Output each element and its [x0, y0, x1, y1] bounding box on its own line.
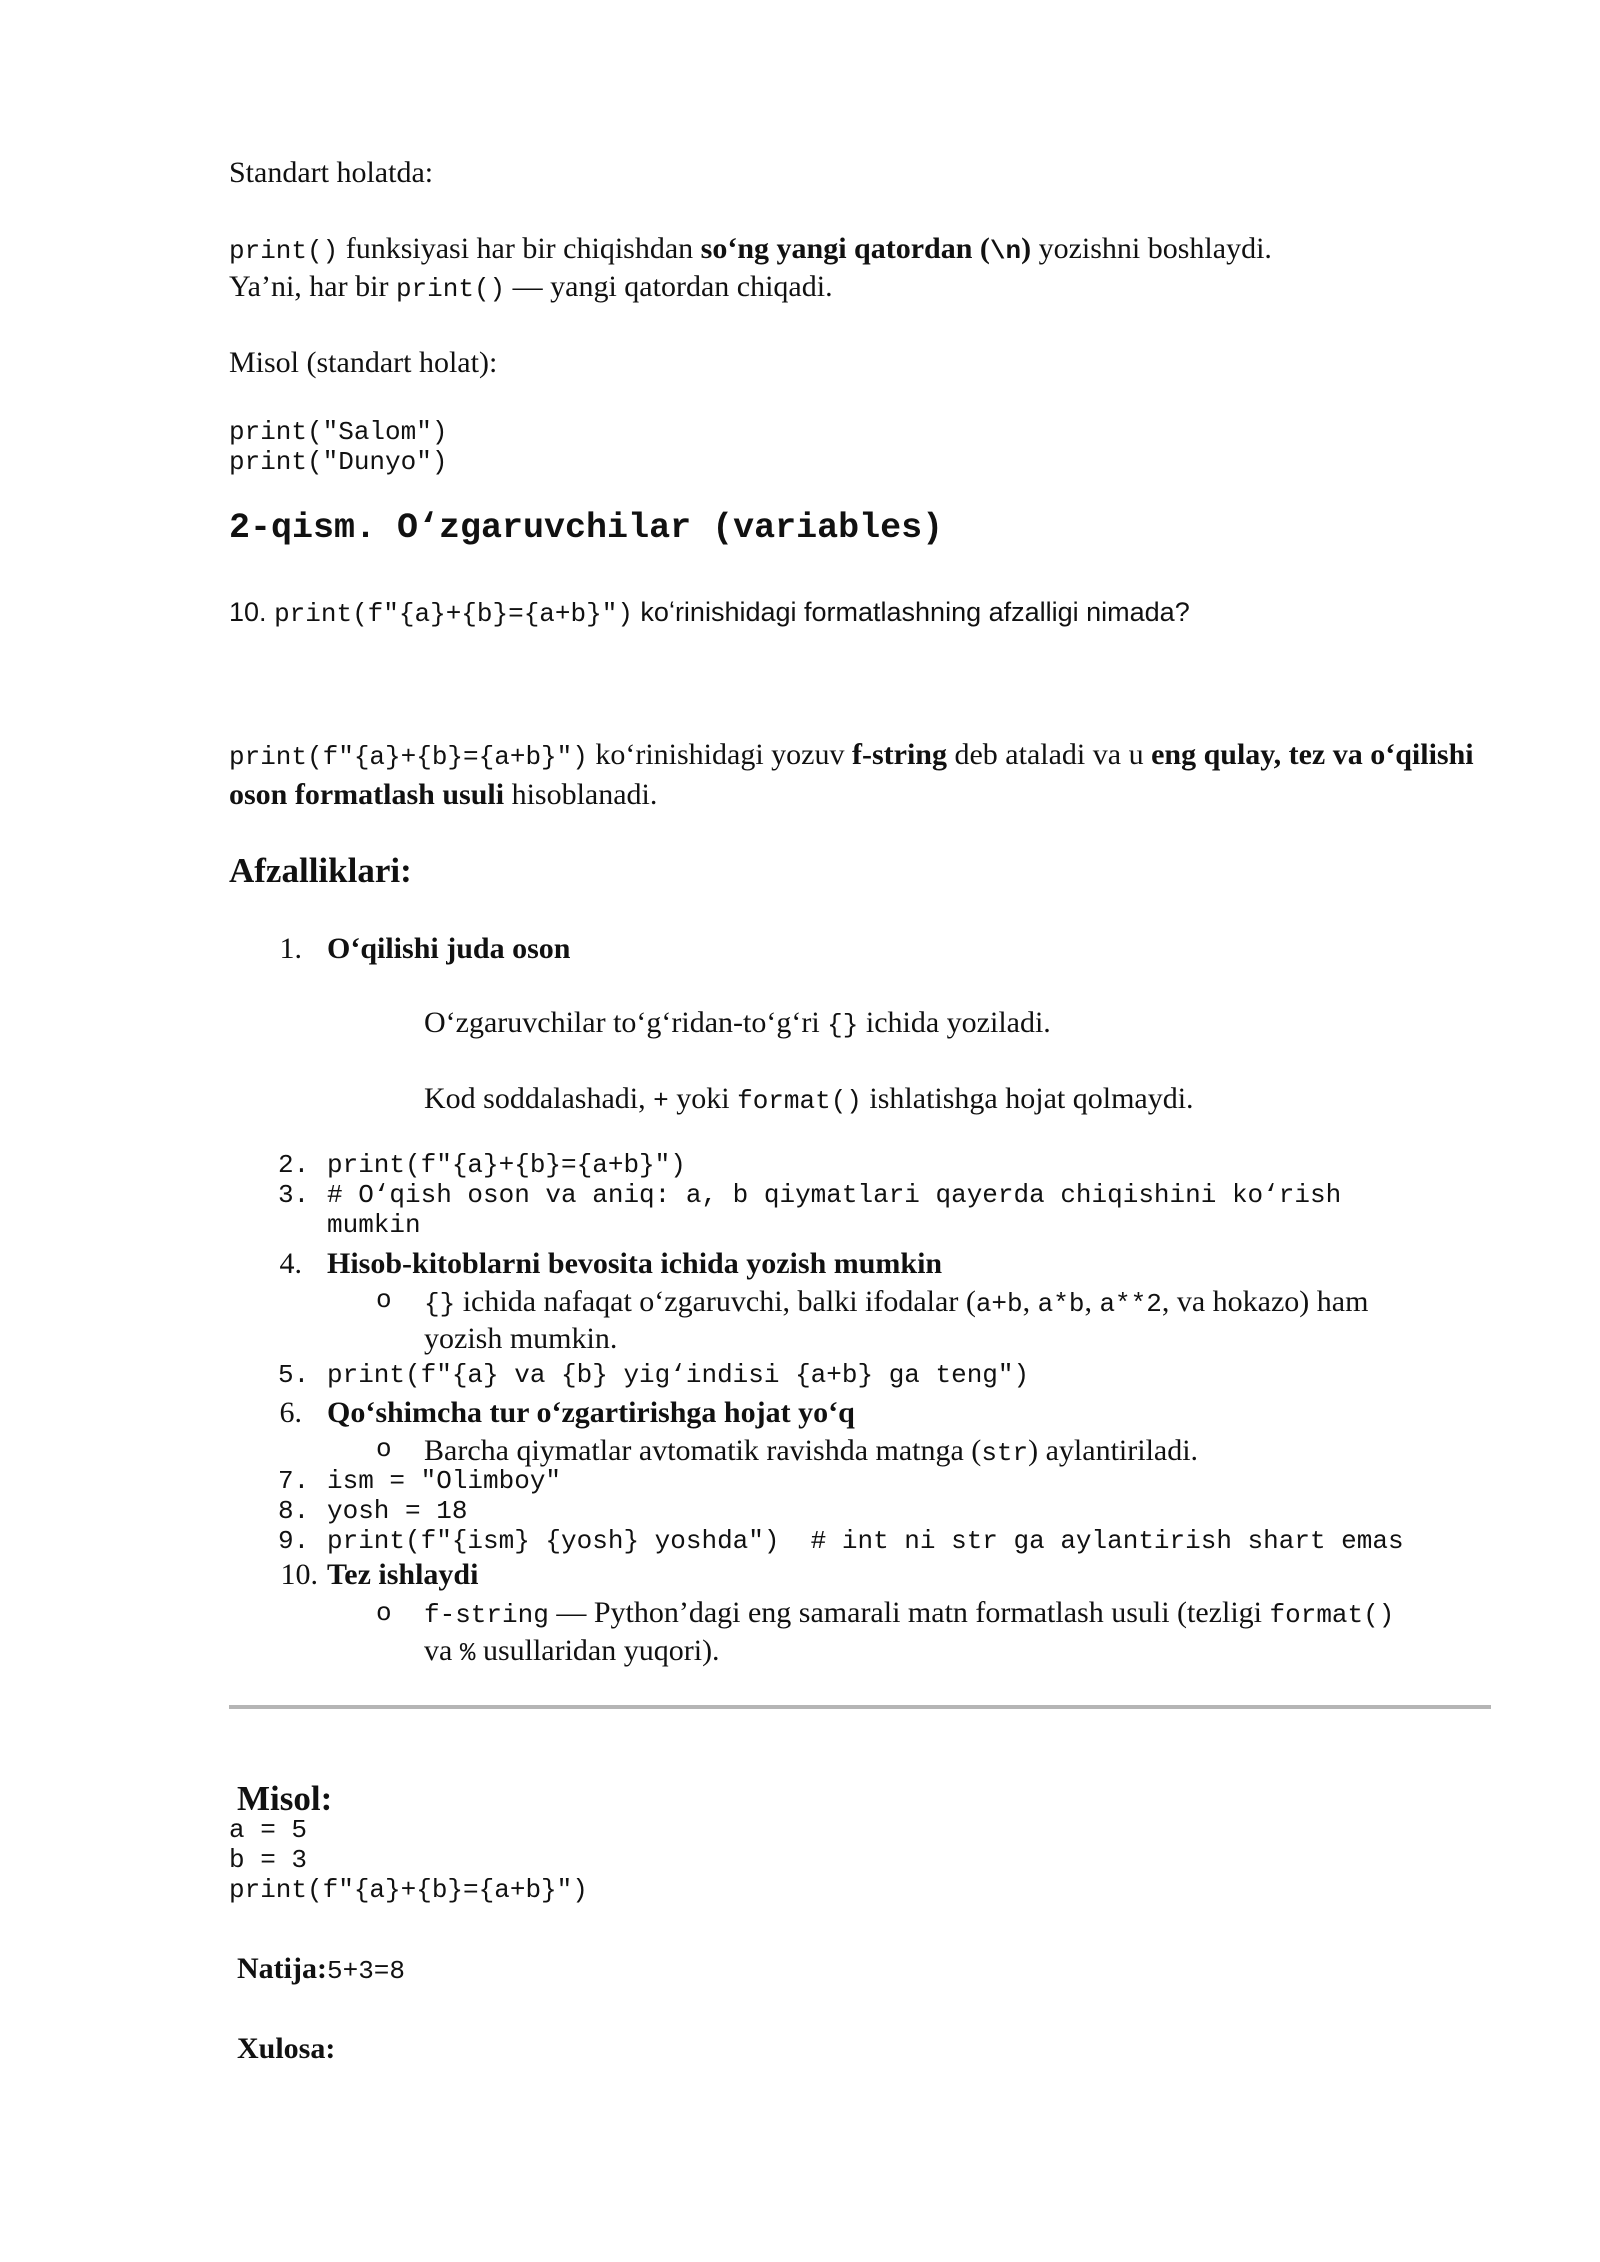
list-item-text: O‘zgaruvchilar to‘g‘ridan-to‘g‘ri {} ichida yoziladi. [424, 1006, 1051, 1040]
standart-label: Standart holatda: [229, 156, 434, 189]
code-line: print(f"{a} va {b} yig‘indisi {a+b} ga teng") [327, 1360, 1030, 1390]
list-number: 9. [278, 1526, 310, 1556]
advantages-title: Afzalliklari: [229, 851, 412, 890]
bullet-icon: o [376, 1434, 392, 1464]
list-number: 5. [278, 1360, 310, 1390]
code-line: yosh = 18 [327, 1496, 468, 1526]
list-item-title: O‘qilishi juda oson [327, 932, 571, 965]
list-item-text: f-string — Python’dagi eng samarali matn formatlash usuli (tezligi format() [424, 1596, 1395, 1630]
inline-code: print() [229, 236, 339, 266]
example-title: Misol: [237, 1779, 333, 1818]
intro-paragraph-1: print() funksiyasi har bir chiqishdan so‘ng yangi qatordan (\n) yozishni boshlaydi. [229, 232, 1272, 266]
bullet-icon: o [376, 1598, 392, 1628]
example-label: Misol (standart holat): [229, 346, 498, 379]
list-item-text: {} ichida nafaqat o‘zgaruvchi, balki ifodalar (a+b, a*b, a**2, va hokazo) ham [424, 1285, 1369, 1319]
code-line: a = 5 [229, 1815, 308, 1845]
list-item-title: Tez ishlaydi [327, 1558, 479, 1591]
list-number: 7. [278, 1466, 310, 1496]
list-number: 3. [278, 1180, 310, 1210]
intro-paragraph-2: Ya’ni, har bir print() — yangi qatordan chiqadi. [229, 270, 833, 304]
code-line: print("Salom") [229, 417, 448, 447]
question: 10. print(f"{a}+{b}={a+b}") koʻrinishidagi formatlashning afzalligi nimada? [229, 597, 1190, 629]
code-line: print(f"{a}+{b}={a+b}") [327, 1150, 686, 1180]
list-item-text: va % usullaridan yuqori). [424, 1634, 720, 1668]
answer-paragraph: print(f"{a}+{b}={a+b}") ko‘rinishidagi yozuv f-string deb ataladi va u eng qulay, tez va o‘qilishi oson formatlash usuli hisoblanadi. [229, 738, 1474, 811]
code-line: ism = "Olimboy" [327, 1466, 562, 1496]
list-item-text: yozish mumkin. [424, 1322, 618, 1355]
section-title: 2-qism. O‘zgaruvchilar (variables) [229, 508, 944, 548]
list-item-title: Hisob-kitoblarni bevosita ichida yozish mumkin [327, 1247, 943, 1280]
horizontal-divider [229, 1705, 1491, 1709]
code-line: print(f"{a}+{b}={a+b}") [229, 1875, 588, 1905]
list-number: 8. [278, 1496, 310, 1526]
list-item-title: Qo‘shimcha tur o‘zgartirishga hojat yo‘q [327, 1396, 855, 1429]
list-number: 6. [279, 1396, 302, 1429]
list-number: 2. [278, 1150, 310, 1180]
bullet-icon: o [376, 1285, 392, 1315]
code-line: print("Dunyo") [229, 447, 448, 477]
code-line: mumkin [327, 1210, 421, 1240]
list-item-text: Kod soddalashadi, + yoki format() ishlatishga hojat qolmaydi. [424, 1082, 1194, 1116]
code-line: b = 3 [229, 1845, 308, 1875]
list-item-text: Barcha qiymatlar avtomatik ravishda matnga (str) aylantiriladi. [424, 1434, 1199, 1468]
code-line: # O‘qish oson va aniq: a, b qiymatlari qayerda chiqishini ko‘rish [327, 1180, 1342, 1210]
list-number: 10. [280, 1558, 318, 1591]
result-line: Natija:5+3=8 [237, 1952, 405, 1986]
conclusion-label: Xulosa: [237, 2032, 336, 2065]
code-line: print(f"{ism} {yosh} yoshda") # int ni str ga aylantirish shart emas [327, 1526, 1404, 1556]
list-number: 1. [279, 932, 302, 965]
list-number: 4. [279, 1247, 302, 1280]
